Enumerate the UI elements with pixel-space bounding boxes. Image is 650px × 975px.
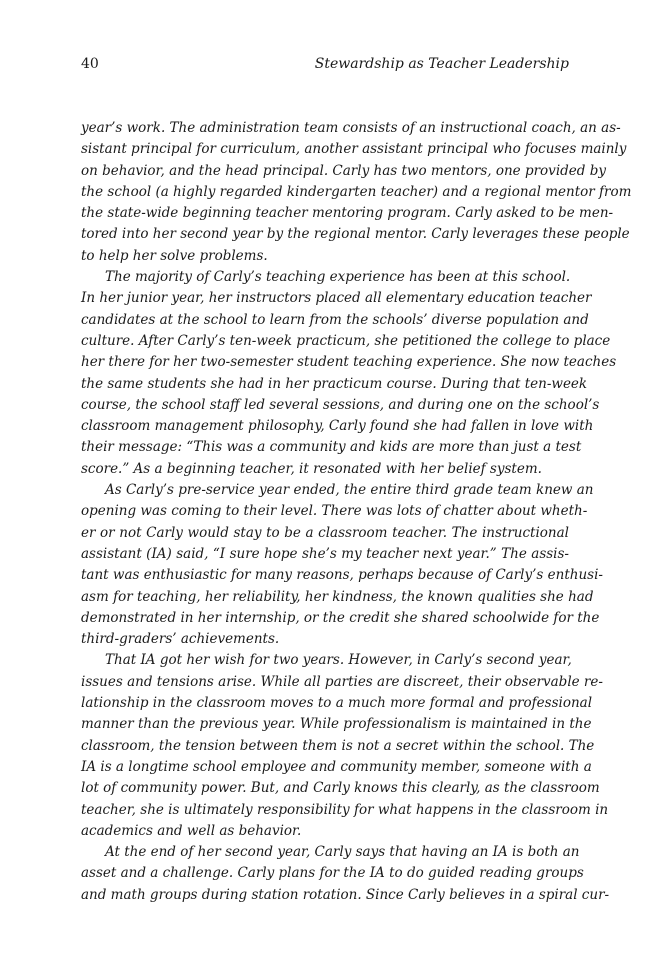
- text-line: tored into her second year by the regional mentor. Carly leverages these people: [81, 226, 630, 243]
- text-line: assistant (IA) said, “I sure hope she’s my teacher next year.” The assis-: [81, 545, 569, 562]
- text-line: and math groups during station rotation. Since Carly believes in a spiral cur-: [81, 886, 610, 903]
- text-line: In her junior year, her instructors placed all elementary education teacher: [81, 290, 592, 307]
- text-line: academics and well as behavior.: [81, 822, 302, 839]
- text-line: asm for teaching, her reliability, her kindness, the known qualities she had: [81, 588, 594, 605]
- text-line: course, the school staff led several sessions, and during one on the school’s: [81, 396, 600, 413]
- text-line: score.” As a beginning teacher, it resonated with her belief system.: [81, 460, 542, 477]
- text-line: classroom management philosophy, Carly found she had fallen in love with: [81, 418, 594, 435]
- text-line: year’s work. The administration team consists of an instructional coach, an as-: [81, 120, 621, 136]
- text-line: IA is a longtime school employee and community member, someone with a: [81, 758, 592, 775]
- running-head: Stewardship as Teacher Leadership: [314, 56, 569, 72]
- text-line: At the end of her second year, Carly says that having an IA is both an: [105, 844, 580, 861]
- page-header: [81, 54, 569, 74]
- text-line: manner than the previous year. While professionalism is maintained in the: [81, 716, 592, 733]
- text-line: asset and a challenge. Carly plans for the IA to do guided reading groups: [81, 865, 584, 882]
- text-line: er or not Carly would stay to be a classroom teacher. The instructional: [81, 524, 569, 541]
- text-line: candidates at the school to learn from the schools’ diverse population and: [81, 311, 589, 328]
- body-text: [81, 118, 632, 906]
- text-line: teacher, she is ultimately responsibility for what happens in the classroom in: [81, 801, 609, 818]
- text-line: lationship in the classroom moves to a much more formal and professional: [81, 695, 593, 712]
- text-line: on behavior, and the head principal. Carly has two mentors, one provided by: [81, 162, 606, 179]
- text-line: That IA got her wish for two years. However, in Carly’s second year,: [105, 652, 572, 669]
- text-line: culture. After Carly’s ten-week practicum, she petitioned the college to place: [81, 332, 611, 349]
- text-line: As Carly’s pre-service year ended, the entire third grade team knew an: [105, 482, 594, 499]
- text-line: tant was enthusiastic for many reasons, perhaps because of Carly’s enthusi-: [81, 567, 603, 584]
- text-line: her there for her two-semester student teaching experience. She now teaches: [81, 354, 617, 371]
- text-line: demonstrated in her internship, or the credit she shared schoolwide for the: [81, 609, 600, 626]
- page-number: 40: [81, 56, 99, 72]
- text-line: The majority of Carly’s teaching experience has been at this school.: [105, 269, 571, 286]
- text-line: lot of community power. But, and Carly knows this clearly, as the classroom: [81, 780, 600, 797]
- text-line: the state-wide beginning teacher mentoring program. Carly asked to be men-: [81, 205, 614, 222]
- text-line: the school (a highly regarded kindergarten teacher) and a regional mentor from: [81, 183, 632, 200]
- text-line: to help her solve problems.: [81, 247, 268, 264]
- text-line: the same students she had in her practicum course. During that ten-week: [81, 375, 588, 392]
- text-line: third-graders’ achievements.: [81, 631, 280, 648]
- text-line: opening was coming to their level. There was lots of chatter about wheth-: [81, 503, 588, 520]
- text-line: their message: “This was a community and kids are more than just a test: [81, 439, 582, 456]
- text-line: classroom, the tension between them is not a secret within the school. The: [81, 737, 595, 754]
- text-line: sistant principal for curriculum, another assistant principal who focuses mainly: [81, 141, 627, 158]
- text-line: issues and tensions arise. While all parties are discreet, their observable re-: [81, 673, 603, 690]
